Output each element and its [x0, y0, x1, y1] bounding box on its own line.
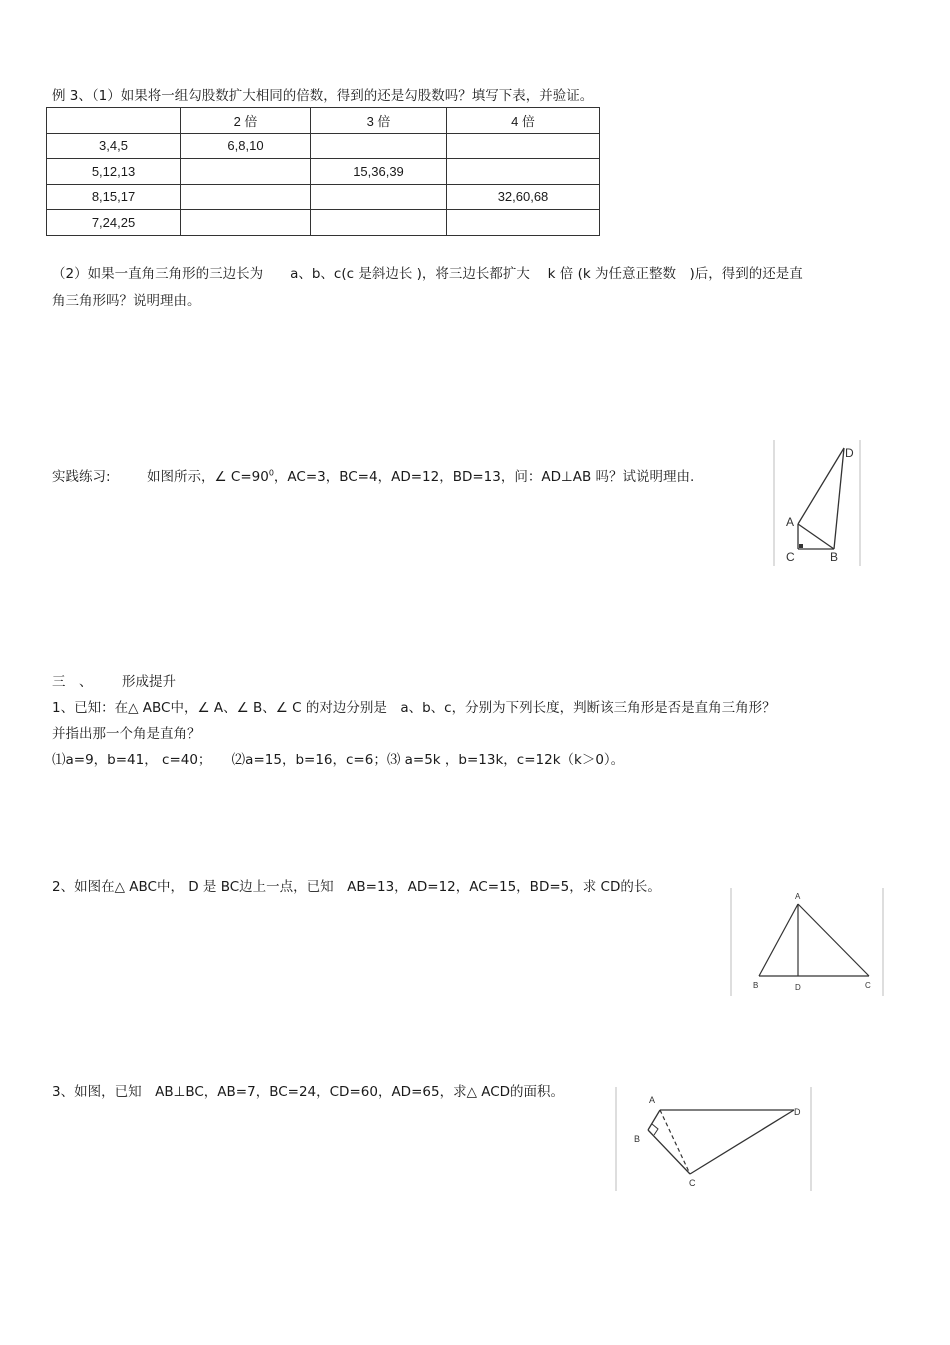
- table-header-cell: 2 倍: [181, 108, 311, 134]
- table-cell: [447, 133, 600, 159]
- table-cell: [311, 210, 447, 236]
- table-cell: 3,4,5: [47, 133, 181, 159]
- table-header-row: [47, 108, 600, 134]
- example3-part1-text: 例 3、（1）如果将一组勾股数扩大相同的倍数，得到的还是勾股数吗？填写下表，并验证。: [52, 88, 594, 104]
- vertex-label-d: D: [845, 446, 854, 460]
- table-header-cell: [47, 108, 181, 134]
- example3-part2-line2: 角三角形吗？说明理由。: [52, 293, 201, 309]
- table-cell: [181, 159, 311, 185]
- q3-text: 3、如图，已知 AB⊥BC，AB=7，BC=24，CD=60，AD=65，求△ ACD的面积。: [52, 1084, 565, 1100]
- q1-line3: ⑴a=9，b=41， c=40； ⑵a=15，b=16，c=6；⑶ a=5k ，b=13k，c=12k（k＞0）。: [52, 752, 625, 768]
- vertex-label-b: B: [634, 1134, 641, 1144]
- vertex-label-c: C: [865, 981, 871, 990]
- section-title: 形成提升: [122, 674, 176, 690]
- q3-figure: [614, 1087, 814, 1197]
- table-cell: 6,8,10: [181, 133, 311, 159]
- q1-line1: 1、已知：在△ ABC中，∠ A、∠ B、∠ C 的对边分别是 a、b、c，分别为下列长度，判断该三角形是否是直角三角形？: [52, 700, 776, 716]
- table-header-cell: 3 倍: [311, 108, 447, 134]
- table-cell: 5,12,13: [47, 159, 181, 185]
- table-header-cell: 4 倍: [447, 108, 600, 134]
- vertex-label-d: D: [795, 983, 801, 992]
- table-row: [47, 184, 600, 210]
- q2-text: 2、如图在△ ABC中， D 是 BC边上一点，已知 AB=13，AD=12，AC=15，BD=5，求 CD的长。: [52, 879, 661, 895]
- table-row: [47, 210, 600, 236]
- practice-question: [147, 465, 694, 485]
- table-cell: [181, 184, 311, 210]
- practice-text-2: ，AC=3，BC=4，AD=12，BD=13，问：AD⊥AB 吗？试说明理由.: [273, 469, 695, 485]
- table-cell: [447, 210, 600, 236]
- vertex-label-a: A: [786, 515, 795, 529]
- table-cell: [181, 210, 311, 236]
- vertex-label-a: A: [649, 1095, 656, 1105]
- table-cell: 15,36,39: [311, 159, 447, 185]
- degree-mark: 0: [268, 468, 274, 478]
- table-cell: 32,60,68: [447, 184, 600, 210]
- vertex-label-b: B: [753, 981, 759, 990]
- section-number: 三 、: [52, 674, 93, 690]
- q1-line2: 并指出那一个角是直角？: [52, 726, 201, 742]
- table-cell: 8,15,17: [47, 184, 181, 210]
- vertex-label-c: C: [786, 550, 795, 564]
- vertex-label-a: A: [795, 892, 801, 901]
- practice-text: 如图所示，∠ C=90: [147, 469, 269, 485]
- practice-label: 实践练习:: [52, 469, 111, 485]
- example3-part2-line1: （2）如果一直角三角形的三边长为 a、b、c(c 是斜边长 )，将三边长都扩大 k 倍 (k 为任意正整数 )后，得到的还是直: [52, 266, 803, 282]
- vertex-label-d: D: [794, 1107, 801, 1117]
- table-cell: [447, 159, 600, 185]
- vertex-label-c: C: [689, 1178, 696, 1188]
- table-cell: [311, 133, 447, 159]
- table-cell: 7,24,25: [47, 210, 181, 236]
- practice-figure: [772, 440, 864, 572]
- q2-figure: [729, 888, 885, 1002]
- table-cell: [311, 184, 447, 210]
- table-row: [47, 159, 600, 185]
- scaling-table: [46, 107, 600, 236]
- vertex-label-b: B: [830, 550, 839, 564]
- table-row: [47, 133, 600, 159]
